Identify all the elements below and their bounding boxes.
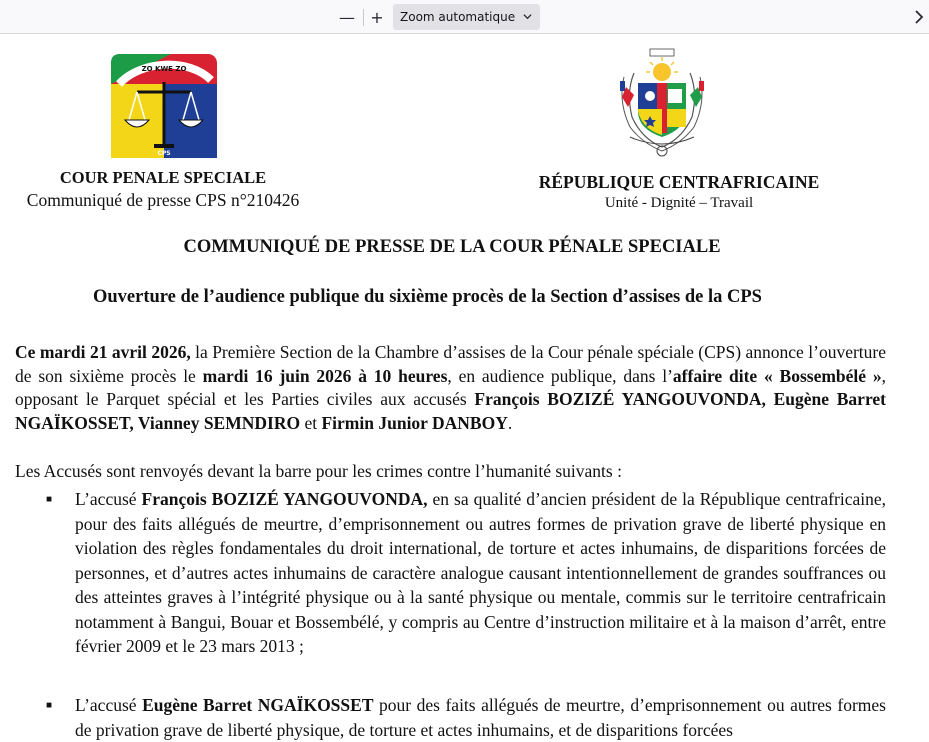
cps-name: COUR PENALE SPECIALE — [59, 168, 267, 187]
charge-item — [75, 693, 886, 742]
para-accused: François BOZIZÉ YANGOUVONDA, Eugène Barret NGAÏKOSSET, Vianney SEMNDIRO — [15, 389, 886, 433]
toolbar-separator — [363, 9, 364, 26]
para-text: , opposant le Parquet spécial et les Parties civiles aux accusés — [15, 365, 886, 409]
para-text: et — [300, 412, 322, 433]
para-text: . — [507, 412, 513, 433]
para-case-name: affaire dite « Bossembélé » — [672, 365, 882, 386]
bullet-icon: ■ — [46, 700, 53, 711]
para-text: la Première Section de la Chambre d’assises de la Cour pénale spéciale (CPS) annonce l’ouverture de son sixième procès le — [15, 342, 886, 386]
para-hearing-date: mardi 16 juin 2026 à 10 heures — [202, 365, 448, 386]
charges-intro: Les Accusés sont renvoyés devant la barre pour les crimes contre l’humanité suivants : — [15, 461, 622, 481]
main-title: COMMUNIQUÉ DE PRESSE DE LA COUR PÉNALE SPECIALE — [183, 237, 721, 257]
announcement-paragraph — [15, 341, 886, 435]
cps-logo — [111, 54, 217, 158]
item-text: pour des faits allégués de meurtre, d’emprisonnement ou autres formes de privation grave de liberté physique, de torture et actes inhumains, et de disparitions forcées — [75, 695, 886, 740]
chevron-down-icon — [523, 12, 532, 21]
coat-of-arms — [612, 47, 712, 159]
zoom-select[interactable] — [393, 4, 540, 30]
bullet-icon: ■ — [46, 494, 53, 505]
item-accused-name: Eugène Barret NGAÏKOSSET — [142, 695, 374, 715]
cps-logo-banner: ZO KWE ZO — [141, 65, 187, 73]
cps-logo-badge: CPS — [157, 150, 171, 157]
para-date: Ce mardi 21 avril 2026, — [15, 342, 191, 362]
para-accused-last: Firmin Junior DANBOY — [321, 412, 508, 433]
more-tools-icon[interactable] — [909, 6, 929, 28]
rca-motto: Unité - Dignité – Travail — [604, 195, 754, 211]
item-lead: L’accusé — [75, 695, 143, 715]
item-lead: L’accusé — [75, 489, 142, 509]
communique-number: Communiqué de presse CPS n°210426 — [26, 190, 300, 210]
rca-name: RÉPUBLIQUE CENTRAFRICAINE — [538, 172, 820, 192]
item-text: en sa qualité d’ancien président de la République centrafricaine, pour des faits allégués de meurtre, d’emprisonnement ou autres formes de privation grave de liberté physique en violation des règles fondamentales du droit international, de torture et actes inhumains, de disparitions forcées de personnes, et d’autres actes inhumains de caractère analogue causant intentionnellement de grandes souffrances ou des atteintes graves à l’intégrité physique ou à la santé physique ou mentale, commis sur le territoire centrafricain notamment à Bangui, Bouar et Bossembélé, y compris au Centre d’instruction militaire et à la maison d’arrêt, entre février 2009 et le 23 mars 2013 ; — [75, 489, 886, 656]
subtitle: Ouverture de l’audience publique du sixième procès de la Section d’assises de la CPS — [93, 287, 762, 307]
document-page — [0, 35, 929, 740]
zoom-select-value: Zoom automatique — [400, 10, 516, 24]
zoom-out-button[interactable]: — — [339, 7, 355, 27]
para-text: , en audience publique, dans l’ — [447, 365, 673, 386]
zoom-in-button[interactable]: + — [370, 7, 384, 27]
item-accused-name: François BOZIZÉ YANGOUVONDA, — [141, 489, 428, 509]
charge-item — [75, 487, 886, 659]
pdf-toolbar — [0, 0, 929, 34]
